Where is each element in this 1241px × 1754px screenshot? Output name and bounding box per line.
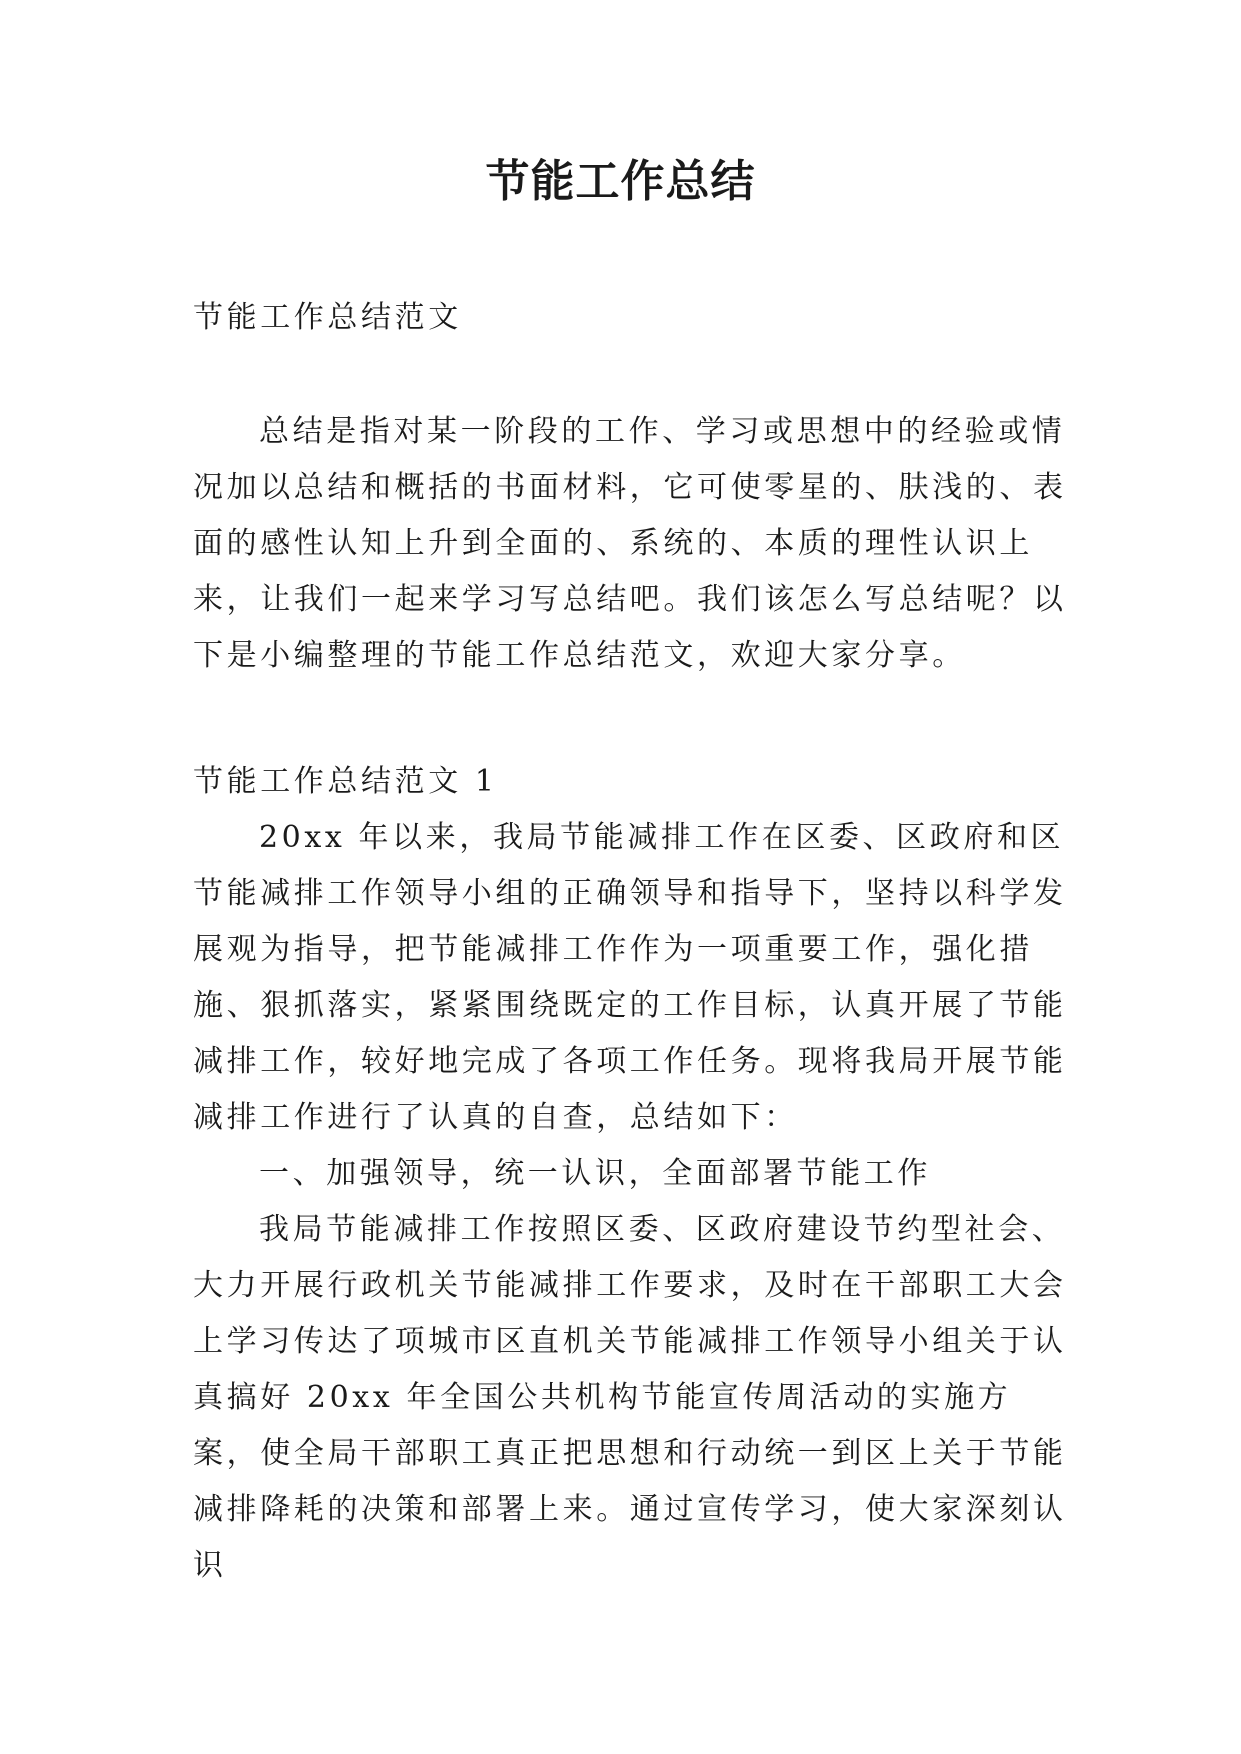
intro-paragraph: 总结是指对某一阶段的工作、学习或思想中的经验或情况加以总结和概括的书面材料，它可使零星的、肤浅的、表面的感性认知上升到全面的、系统的、本质的理性认识上来，让我们一起来学习写总结吧。我们该怎么写总结呢？以下是小编整理的节能工作总结范文，欢迎大家分享。 <box>193 414 1067 673</box>
section-1 <box>193 754 1073 1594</box>
document-title: 节能工作总结 <box>485 156 756 207</box>
section-heading: 节能工作总结范文 1 <box>193 764 498 799</box>
intro-paragraph-block <box>193 404 1073 684</box>
section-paragraph-2: 我局节能减排工作按照区委、区政府建设节约型社会、大力开展行政机关节能减排工作要求，及时在干部职工大会上学习传达了项城市区直机关节能减排工作领导小组关于认真搞好 20xx 年全国公共机构节能宣传周活动的实施方案，使全局干部职工真正把思想和行动统一到区上关于节能减排降耗的决策和部署上来。通过宣传学习，使大家深刻认识 <box>193 1212 1067 1583</box>
intro-heading <box>193 290 1073 346</box>
intro-heading-text: 节能工作总结范文 <box>193 300 462 335</box>
subheading-1: 一、加强领导，统一认识，全面部署节能工作 <box>259 1156 931 1191</box>
section-paragraph-1: 20xx 年以来，我局节能减排工作在区委、区政府和区节能减排工作领导小组的正确领导和指导下，坚持以科学发展观为指导，把节能减排工作作为一项重要工作，强化措施、狠抓落实，紧紧围绕既定的工作目标，认真开展了节能减排工作，较好地完成了各项工作任务。现将我局开展节能减排工作进行了认真的自查，总结如下： <box>193 820 1067 1135</box>
